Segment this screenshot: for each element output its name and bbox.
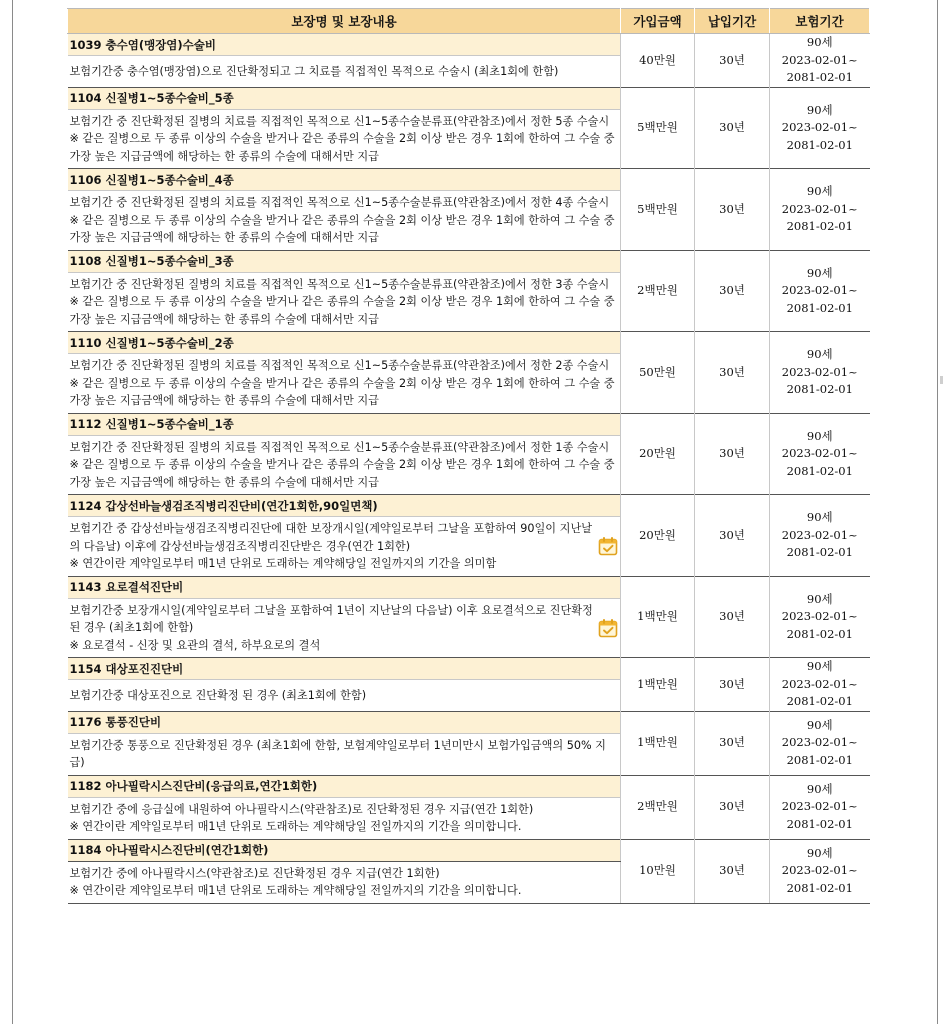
insurance-period: [770, 576, 870, 658]
coverage-note: ※ 연간이란 계약일로부터 매1년 단위로 도래하는 계약해당일 전일까지의 기간을 의미합니다.: [69, 820, 522, 833]
payment-period: 30년: [695, 332, 770, 414]
insurance-period-line: 2023-02-01~: [781, 364, 858, 379]
insurance-period-line: 2081-02-01: [786, 463, 853, 478]
coverage-amount: 40만원: [621, 34, 695, 88]
coverage-note: ※ 요로결석 - 신장 및 요관의 결석, 하부요로의 결석: [69, 638, 321, 652]
coverage-note: ※ 연간이란 계약일로부터 매1년 단위로 도래하는 계약해당일 전일까지의 기간을 의미함: [69, 557, 497, 570]
insurance-period-line: 90세: [806, 659, 833, 673]
insurance-period-line: 2081-02-01: [786, 545, 853, 559]
insurance-period-line: 2081-02-01: [786, 70, 853, 84]
insurance-period-line: 2081-02-01: [786, 137, 853, 152]
insurance-period-line: 90세: [806, 35, 833, 49]
insurance-period-line: 2023-02-01~: [781, 799, 858, 814]
coverage-description: [68, 109, 621, 169]
coverage-amount: 10만원: [621, 839, 695, 903]
insurance-period: [770, 775, 870, 839]
insurance-period: [770, 332, 870, 414]
insurance-period: [770, 413, 870, 495]
coverage-condition: 보험기간 중 진단확정된 질병의 치료를 직접적인 목적으로 신1~5종수술분류표(약관참조)에서 정한 4종 수술시: [69, 196, 610, 209]
coverage-description: [68, 680, 621, 712]
coverage-amount: 20만원: [621, 413, 695, 495]
insurance-period-line: 90세: [806, 428, 833, 443]
insurance-period-line: 2023-02-01~: [781, 120, 858, 134]
coverage-description: [68, 272, 621, 332]
insurance-period-line: 90세: [806, 102, 833, 117]
page-frame-right-border: [937, 0, 938, 1024]
coverage-rows: [68, 34, 870, 904]
coverage-title: 1143 요로결석진단비: [68, 576, 621, 598]
insurance-period-line: 2081-02-01: [786, 880, 853, 895]
coverage-condition: 보험기간 중 진단확정된 질병의 치료를 직접적인 목적으로 신1~5종수술분류표(약관참조)에서 정한 2종 수술시: [69, 359, 610, 372]
payment-period: 30년: [695, 775, 770, 839]
coverage-title: 1104 신질병1~5종수술비_5종: [68, 87, 621, 109]
table-row: [68, 250, 870, 272]
coverage-description: [68, 598, 621, 658]
table-row: [68, 775, 870, 797]
coverage-description: [68, 191, 621, 251]
insurance-period-line: 90세: [806, 347, 833, 361]
coverage-condition: 보험기간 중에 아나필락시스(약관참조)로 진단확정된 경우 지급(연간 1회한): [69, 866, 440, 880]
coverage-note: ※ 같은 질병으로 두 종류 이상의 수술을 받거나 같은 종류의 수술을 2회 이상 받은 경우 1회에 한하여 그 수술 중 가장 높은 지급금액에 해당하는 한 종류의 수술에 대해서만 지급: [69, 132, 615, 163]
insurance-period-line: 2081-02-01: [786, 300, 853, 315]
table-row: [68, 711, 870, 733]
calendar-check-icon[interactable]: [598, 536, 618, 556]
coverage-condition: 보험기간 중 진단확정된 질병의 치료를 직접적인 목적으로 신1~5종수술분류표(약관참조)에서 정한 5종 수술시: [69, 114, 610, 128]
coverage-amount: 5백만원: [621, 169, 695, 251]
insurance-period-line: 90세: [806, 510, 833, 524]
insurance-period-line: 90세: [806, 845, 833, 860]
payment-period: 30년: [695, 87, 770, 169]
coverage-amount: 1백만원: [621, 711, 695, 775]
coverage-note: ※ 연간이란 계약일로부터 매1년 단위로 도래하는 계약해당일 전일까지의 기간을 의미합니다.: [69, 884, 522, 897]
table-row: [68, 34, 870, 56]
coverage-title: 1106 신질병1~5종수술비_4종: [68, 169, 621, 191]
coverage-title: 1124 갑상선바늘생검조직병리진단비(연간1회한,90일면책): [68, 495, 621, 517]
coverage-note: ※ 같은 질병으로 두 종류 이상의 수술을 받거나 같은 종류의 수술을 2회 이상 받은 경우 1회에 한하여 그 수술 중 가장 높은 지급금액에 해당하는 한 종류의 수술에 대해서만 지급: [69, 295, 615, 326]
table-row: [68, 169, 870, 191]
header-amount: 가입금액: [621, 9, 695, 34]
coverage-condition: 보험기간 중에 응급실에 내원하여 아나필락시스(약관참조)로 진단확정된 경우 지급(연간 1회한): [69, 802, 534, 816]
insurance-period-line: 90세: [806, 184, 833, 198]
coverage-condition: 보험기간중 보장개시일(계약일로부터 그날을 포함하여 1년이 지난날의 다음날) 이후 요로결석으로 진단확정 된 경우 (최초1회에 한함): [69, 603, 593, 634]
insurance-period-line: 2081-02-01: [786, 694, 853, 708]
payment-period: 30년: [695, 413, 770, 495]
coverage-condition: 보험기간중 대상포진으로 진단확정 된 경우 (최초1회에 한함): [69, 688, 367, 702]
coverage-description: [68, 517, 621, 577]
insurance-period: [770, 839, 870, 903]
insurance-period-line: 2023-02-01~: [781, 735, 858, 750]
coverage-description: [68, 435, 621, 495]
table-row: [68, 495, 870, 517]
insurance-period-line: 90세: [806, 591, 833, 606]
insurance-period-line: 2023-02-01~: [781, 863, 858, 878]
coverage-title: 1110 신질병1~5종수술비_2종: [68, 332, 621, 354]
coverage-amount: 5백만원: [621, 87, 695, 169]
insurance-period: [770, 495, 870, 577]
insurance-period-line: 2081-02-01: [786, 816, 853, 831]
insurance-period: [770, 250, 870, 332]
coverage-amount: 1백만원: [621, 658, 695, 712]
coverage-title: 1176 통풍진단비: [68, 711, 621, 733]
insurance-period-line: 2023-02-01~: [781, 527, 858, 542]
coverage-description: [68, 56, 621, 88]
coverage-title: 1182 아나필락시스진단비(응급의료,연간1회한): [68, 775, 621, 797]
coverage-condition: 보험기간 중 갑상선바늘생검조직병리진단에 대한 보장개시일(계약일로부터 그날을 포함하여 90일이 지난날의 다음날) 이후에 갑상선바늘생검조직병리진단받은 경우(연간 1회한): [69, 522, 593, 553]
coverage-condition: 보험기간중 통풍으로 진단확정된 경우 (최초1회에 한함, 보험계약일로부터 1년미만시 보험가입금액의 50% 지급): [69, 738, 606, 769]
coverage-title: 1154 대상포진진단비: [68, 658, 621, 680]
payment-period: 30년: [695, 576, 770, 658]
coverage-note: ※ 같은 질병으로 두 종류 이상의 수술을 받거나 같은 종류의 수술을 2회 이상 받은 경우 1회에 한하여 그 수술 중 가장 높은 지급금액에 해당하는 한 종류의 수술에 대해서만 지급: [69, 458, 615, 489]
calendar-check-icon[interactable]: [598, 618, 618, 638]
payment-period: 30년: [695, 250, 770, 332]
coverage-description: [68, 354, 621, 414]
payment-period: 30년: [695, 711, 770, 775]
header-payment-period: 납입기간: [695, 9, 770, 34]
coverage-amount: 2백만원: [621, 775, 695, 839]
scroll-marker: [940, 376, 943, 384]
payment-period: 30년: [695, 839, 770, 903]
insurance-period-line: 2023-02-01~: [781, 201, 858, 216]
insurance-period: [770, 711, 870, 775]
coverage-amount: 2백만원: [621, 250, 695, 332]
table-row: [68, 413, 870, 435]
header-coverage: 보장명 및 보장내용: [68, 9, 621, 34]
payment-period: 30년: [695, 34, 770, 88]
insurance-period-line: 2023-02-01~: [781, 609, 858, 623]
coverage-description: [68, 797, 621, 839]
insurance-period: [770, 658, 870, 712]
coverage-note: ※ 같은 질병으로 두 종류 이상의 수술을 받거나 같은 종류의 수술을 2회 이상 받은 경우 1회에 한하여 그 수술 중 가장 높은 지급금액에 해당하는 한 종류의 수술에 대해서만 지급: [69, 376, 615, 407]
table-header-row: [68, 9, 870, 34]
payment-period: 30년: [695, 658, 770, 712]
insurance-period-line: 90세: [806, 265, 833, 280]
coverage-title: 1184 아나필락시스진단비(연간1회한): [68, 839, 621, 861]
coverage-table: [67, 8, 870, 904]
insurance-period-line: 2023-02-01~: [781, 446, 858, 460]
coverage-amount: 1백만원: [621, 576, 695, 658]
coverage-note: ※ 같은 질병으로 두 종류 이상의 수술을 받거나 같은 종류의 수술을 2회 이상 받은 경우 1회에 한하여 그 수술 중 가장 높은 지급금액에 해당하는 한 종류의 수술에 대해서만 지급: [69, 213, 615, 244]
coverage-amount: 50만원: [621, 332, 695, 414]
table-row: [68, 87, 870, 109]
insurance-period-line: 2081-02-01: [786, 382, 853, 396]
coverage-amount: 20만원: [621, 495, 695, 577]
coverage-title: 1112 신질병1~5종수술비_1종: [68, 413, 621, 435]
coverage-description: [68, 733, 621, 775]
insurance-period: [770, 34, 870, 88]
insurance-period-line: 2023-02-01~: [781, 283, 858, 297]
insurance-period-line: 2081-02-01: [786, 219, 853, 233]
insurance-period-line: 2081-02-01: [786, 752, 853, 767]
insurance-period-line: 2081-02-01: [786, 626, 853, 641]
coverage-condition: 보험기간 중 진단확정된 질병의 치료를 직접적인 목적으로 신1~5종수술분류표(약관참조)에서 정한 3종 수술시: [69, 277, 610, 291]
page-frame-left-border: [12, 0, 13, 1024]
payment-period: 30년: [695, 169, 770, 251]
table-row: [68, 658, 870, 680]
coverage-description: [68, 861, 621, 903]
insurance-period-line: 90세: [806, 717, 833, 732]
insurance-period: [770, 87, 870, 169]
coverage-title: 1039 충수염(맹장염)수술비: [68, 34, 621, 56]
insurance-period-line: 2023-02-01~: [781, 52, 858, 67]
insurance-period-line: 2023-02-01~: [781, 676, 858, 691]
header-insurance-period: 보험기간: [770, 9, 870, 34]
insurance-period-line: 90세: [806, 781, 833, 796]
table-row: [68, 576, 870, 598]
table-row: [68, 839, 870, 861]
coverage-condition: 보험기간중 충수염(맹장염)으로 진단확정되고 그 치료를 직접적인 목적으로 수술시 (최초1회에 한함): [69, 64, 559, 78]
coverage-title: 1108 신질병1~5종수술비_3종: [68, 250, 621, 272]
payment-period: 30년: [695, 495, 770, 577]
insurance-period: [770, 169, 870, 251]
coverage-condition: 보험기간 중 진단확정된 질병의 치료를 직접적인 목적으로 신1~5종수술분류표(약관참조)에서 정한 1종 수술시: [69, 440, 610, 454]
table-row: [68, 332, 870, 354]
